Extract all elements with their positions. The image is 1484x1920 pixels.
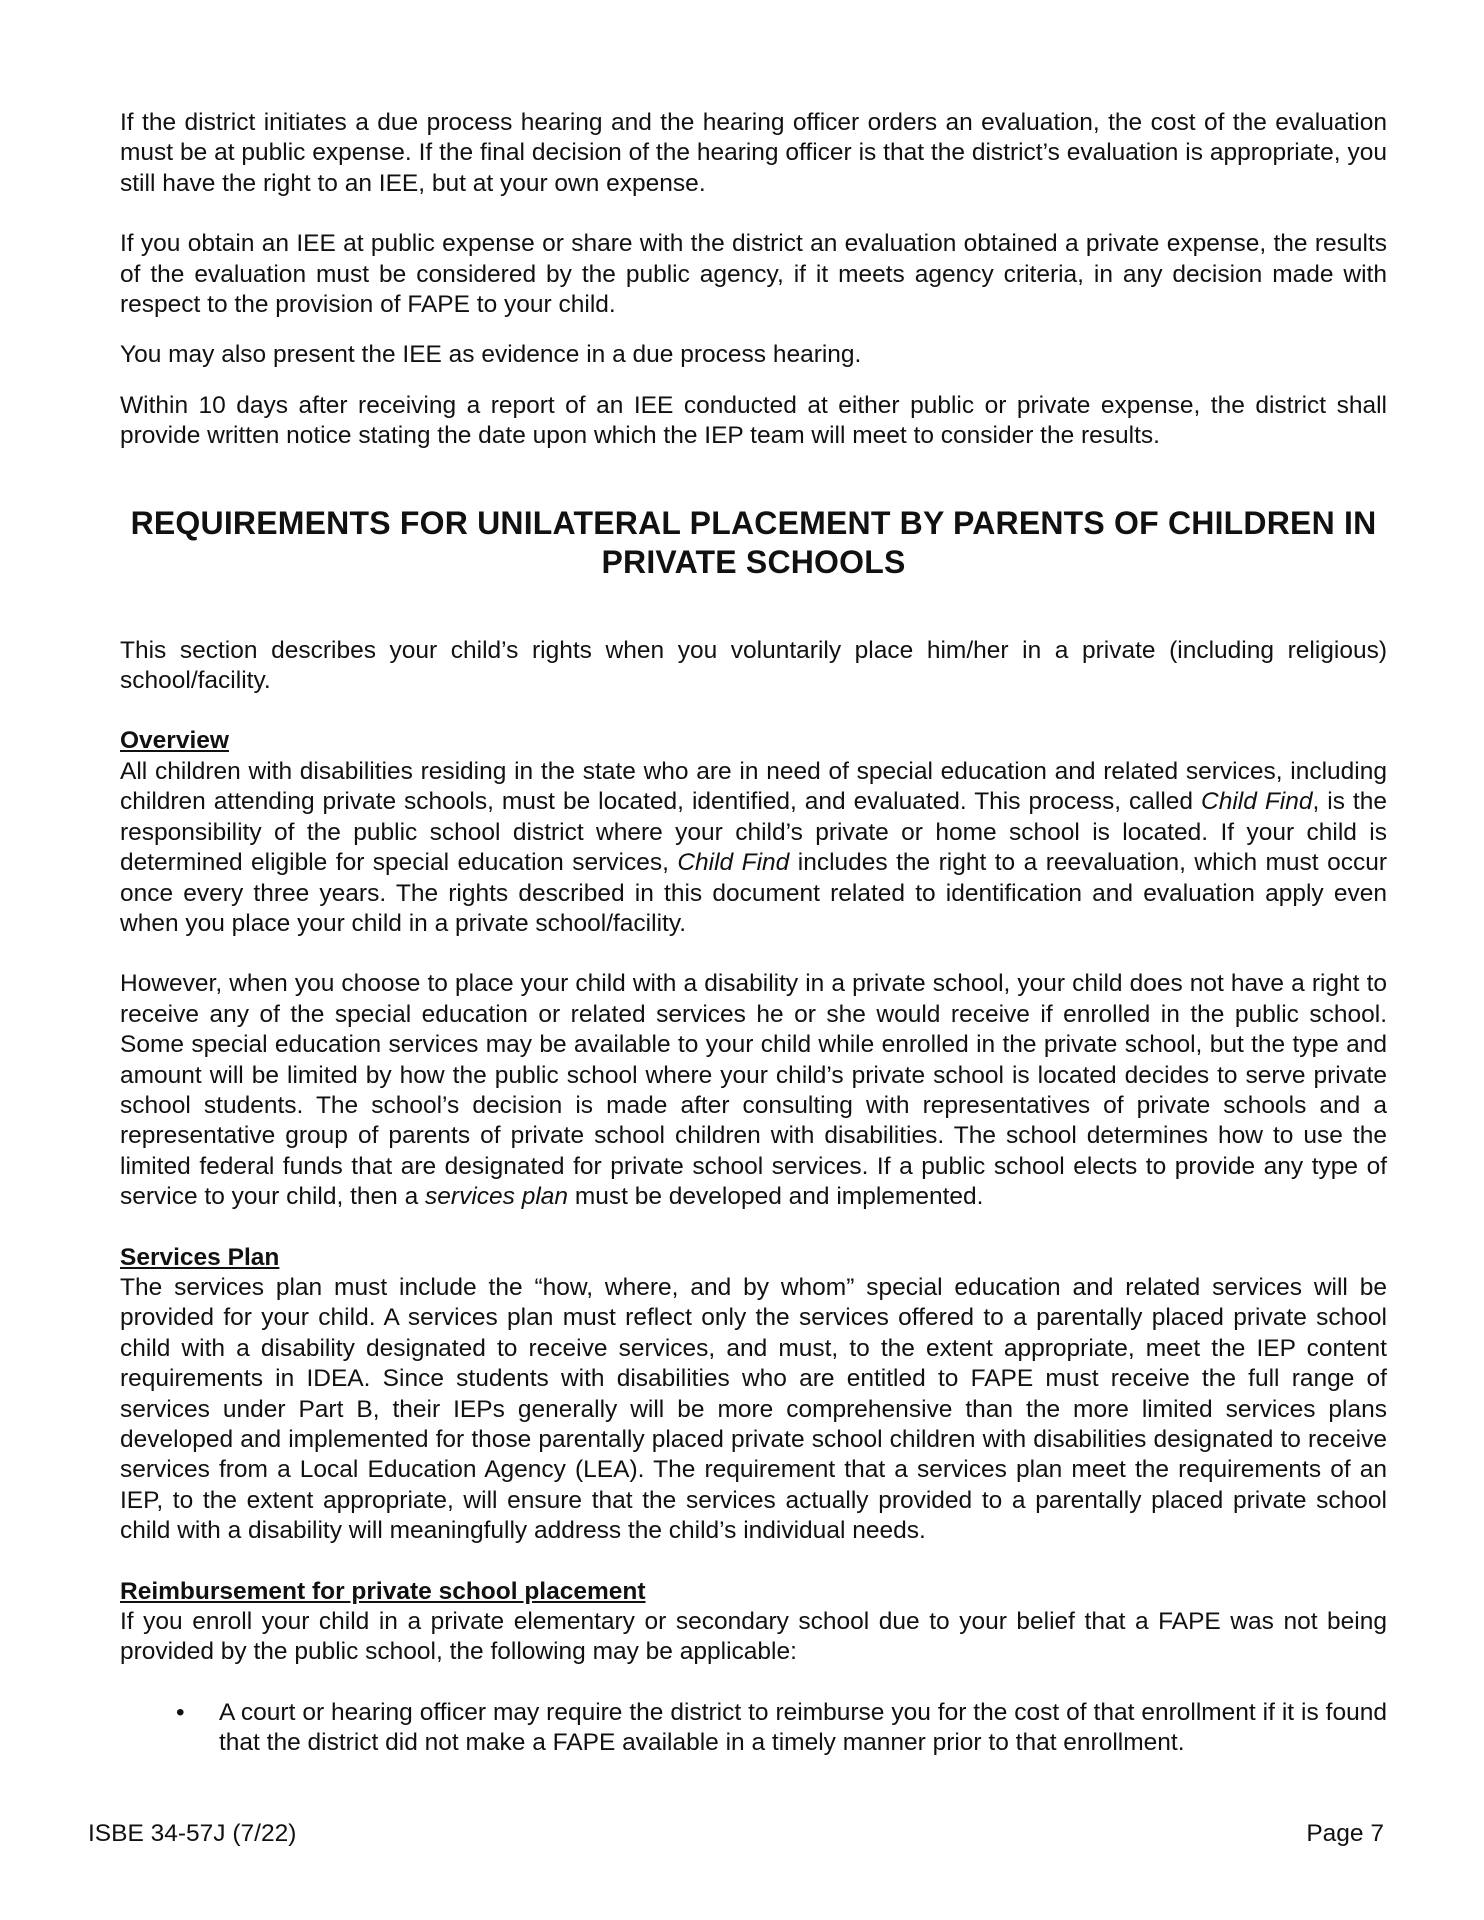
reimbursement-heading: Reimbursement for private school placement — [120, 1577, 646, 1605]
overview-section — [120, 726, 1387, 1212]
form-id: ISBE 34-57J (7/22) — [88, 1820, 297, 1847]
list-item — [120, 1698, 1387, 1759]
paragraph-iee-report-notice: Within 10 days after receiving a report of an IEE conducted at either public or private expense, the district shall provide written notice stating the date upon which the IEP team will meet to consider the results. — [120, 391, 1387, 450]
paragraph-iee-public-expense: If you obtain an IEE at public expense or share with the district an evaluation obtained a private expense, the results of the evaluation must be considered by the public agency, if it meets agency criteria, in any decision made with respect to the provision of FAPE to your child. — [120, 230, 1387, 319]
child-find-term: Child Find — [1201, 788, 1313, 816]
services-plan-term: services plan — [425, 1183, 569, 1211]
services-plan-heading: Services Plan — [120, 1243, 280, 1271]
services-plan-paragraph: The services plan must include the “how, where, and by whom” special education and related services will be provided for your child. A services plan must reflect only the services offered to a parentally placed private school child with a disability designated to receive services, and must, to the extent appropriate, meet the IEP content requirements in IDEA. Since students with disabilities who are entitled to FAPE must receive the full range of services under Part B, their IEPs generally will be more comprehensive than the more limited services plans developed and implemented for those parentally placed private school children with disabilities designated to receive services from a Local Education Agency (LEA). The requirement that a services plan meet the requirements of an IEP, to the extent appropriate, will ensure that the services actually provided to a parentally placed private school child with a disability will meaningfully address the child’s individual needs. — [120, 1273, 1387, 1545]
section-title: REQUIREMENTS FOR UNILATERAL PLACEMENT BY PARENTS OF CHILDREN IN PRIVATE SCHOOLS — [130, 504, 1377, 580]
section-intro: This section describes your child’s rights when you voluntarily place him/her in a private (including religious) school/facility. — [120, 636, 1387, 695]
bullet-icon: • — [176, 1698, 185, 1726]
services-plan-section — [120, 1243, 1387, 1547]
paragraph-due-process-evaluation: If the district initiates a due process hearing and the hearing officer orders an evaluation, the cost of the evaluation must be at public expense. If the final decision of the hearing officer is that the district’s evaluation is appropriate, you still have the right to an IEE, but at your own expense. — [120, 109, 1387, 197]
reimbursement-paragraph: If you enroll your child in a private elementary or secondary school due to your belief that a FAPE was not being provided by the public school, the following may be applicable: — [120, 1608, 1387, 1666]
document-page — [120, 108, 1387, 1759]
overview-heading: Overview — [120, 727, 229, 755]
bullet-text: A court or hearing officer may require the district to reimburse you for the cost of that enrollment if it is found that the district did not make a FAPE available in a timely manner prior to that enrollment. — [219, 1698, 1387, 1757]
overview-paragraph-2: However, when you choose to place your child with a disability in a private school, your child does not have a right to receive any of the special education or related services he or she would receive if enrolled in the public school. Some special education services may be available to your child while enrolled in the private school, but the type and amount will be limited by how the public school where your child’s private school is located decides to serve private school students. The school’s decision is made after consulting with representatives of private schools and a representative group of parents of private school children with disabilities. The school determines how to use the limited federal funds that are designated for private school services. If a public school elects to provide any type of service to your child, then a services plan must be developed and implemented. — [120, 970, 1387, 1211]
child-find-term: Child Find — [677, 849, 790, 877]
page-number: Page 7 — [1306, 1820, 1384, 1847]
page-footer — [88, 1820, 1384, 1848]
paragraph-iee-evidence: You may also present the IEE as evidence in a due process hearing. — [120, 341, 862, 369]
overview-paragraph-1: All children with disabilities residing in the state who are in need of special education and related services, including children attending private schools, must be located, identified, and evaluated. This process, called Child Find, is the responsibility of the public school district where your child’s private or home school is located. If your child is determined eligible for special education services, Child Find includes the right to a reevaluation, which must occur once every three years. The rights described in this document related to identification and evaluation apply even when you place your child in a private school/facility. — [120, 757, 1387, 937]
reimbursement-section — [120, 1577, 1387, 1759]
